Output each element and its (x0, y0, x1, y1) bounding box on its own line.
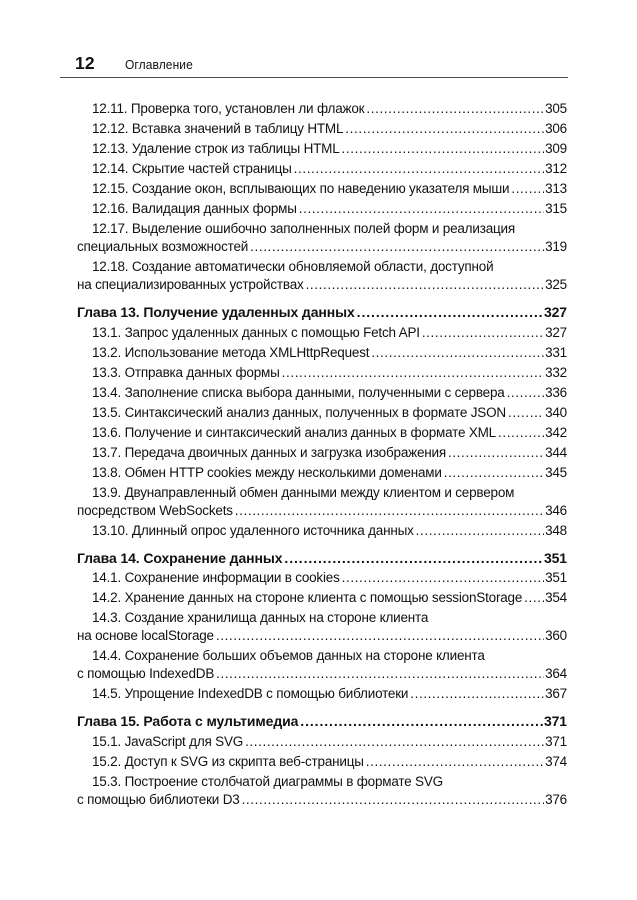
toc-entry-page: 345 (545, 464, 567, 480)
page-header (75, 53, 568, 74)
toc-entry-page: 305 (545, 101, 567, 116)
dot-leader (366, 100, 544, 118)
toc-chapter (77, 303, 567, 321)
toc-entry-title-continued: специальных возможностей (77, 239, 249, 254)
toc-entry (77, 569, 567, 587)
toc-entry-title: 13.4. Заполнение списка выбора данными, полученными с сервера (92, 384, 505, 400)
dot-leader (300, 712, 543, 730)
toc-entry (77, 160, 567, 178)
toc-entry-title: 13.3. Отправка данных формы (92, 364, 280, 380)
toc-entry (77, 200, 567, 218)
toc-entry-title: 14.5. Упрощение IndexedDB с помощью библиотеки (92, 686, 409, 701)
toc-entry (77, 773, 567, 809)
toc-entry (77, 609, 567, 645)
dot-leader (216, 627, 544, 645)
toc-entry-page: 315 (545, 201, 567, 216)
dot-leader (498, 424, 544, 442)
toc-entry-page: 376 (545, 791, 567, 807)
dot-leader (507, 384, 545, 402)
toc-entry-title: 13.2. Использование метода XMLHttpRequest (92, 344, 370, 360)
dot-leader (422, 324, 544, 342)
toc-chapter-label: Глава 13. Получение удаленных данных (77, 304, 355, 320)
dot-leader (245, 733, 544, 751)
toc-chapter (77, 549, 567, 567)
toc-entry-title-continued: с помощью библиотеки D3 (77, 791, 240, 807)
toc-entry-title: 14.1. Сохранение информации в cookies (92, 570, 340, 585)
toc-entry-page: 360 (545, 628, 567, 643)
toc-entry-title: 15.1. JavaScript для SVG (92, 733, 244, 749)
toc-entry-page: 325 (545, 277, 567, 292)
table-of-contents (77, 100, 567, 811)
toc-section (77, 100, 567, 294)
dot-leader (448, 444, 544, 462)
toc-entry (77, 100, 567, 118)
page-number: 12 (75, 53, 95, 73)
toc-entry-page: 371 (545, 733, 567, 749)
toc-entry-page: 336 (545, 384, 567, 400)
toc-entry-page: 309 (545, 141, 567, 156)
dot-leader (250, 238, 544, 256)
toc-entry (77, 444, 567, 462)
header-rule (60, 77, 568, 78)
dot-leader (282, 364, 544, 382)
toc-entry-title: 12.11. Проверка того, установлен ли флажок (92, 101, 365, 116)
dot-leader (306, 276, 544, 294)
toc-entry (77, 733, 567, 751)
toc-entry-page: 374 (545, 753, 567, 769)
toc-section (77, 549, 567, 704)
toc-entry-page: 346 (545, 502, 567, 518)
dot-leader (235, 502, 544, 520)
toc-entry-title: 13.6. Получение и синтаксический анализ данных в формате XML (92, 424, 496, 440)
dot-leader (284, 549, 543, 567)
toc-section (77, 303, 567, 540)
toc-chapter (77, 712, 567, 730)
toc-entry (77, 120, 567, 138)
toc-chapter-page: 371 (543, 713, 567, 729)
toc-entry-page: 367 (545, 686, 567, 701)
toc-entry-title: 13.7. Передача двоичных данных и загрузка изображения (92, 444, 446, 460)
toc-section (77, 712, 567, 809)
toc-entry (77, 589, 567, 607)
toc-entry-title: 12.16. Валидация данных формы (92, 201, 297, 216)
toc-entry-title-continued: на основе localStorage (77, 628, 214, 643)
toc-entry (77, 647, 567, 683)
dot-leader (342, 569, 544, 587)
dot-leader (242, 791, 545, 809)
toc-entry-title: 12.12. Вставка значений в таблицу HTML (92, 121, 344, 136)
toc-entry (77, 344, 567, 362)
dot-leader (524, 589, 544, 607)
dot-leader (342, 140, 545, 158)
dot-leader (216, 665, 544, 683)
toc-entry-title: 15.2. Доступ к SVG из скрипта веб-страницы (92, 753, 364, 769)
dot-leader (511, 180, 544, 198)
toc-entry-page: 312 (545, 161, 567, 176)
toc-entry-title: 14.3. Создание хранилища данных на стороне клиента (92, 610, 429, 625)
toc-chapter-label: Глава 14. Сохранение данных (77, 549, 283, 566)
toc-entry-page: 342 (545, 424, 567, 440)
toc-entry-title: 13.10. Длинный опрос удаленного источника данных (92, 522, 414, 538)
toc-entry-page: 313 (545, 181, 567, 196)
toc-entry-title-continued: посредством WebSockets (77, 502, 233, 518)
toc-entry-title: 12.14. Скрытие частей страницы (92, 161, 292, 176)
toc-entry-title: 14.4. Сохранение больших объемов данных на стороне клиента (92, 648, 485, 663)
dot-leader (371, 344, 544, 362)
toc-entry (77, 404, 567, 422)
toc-entry-title: 15.3. Построение столбчатой диаграммы в формате SVG (92, 773, 443, 789)
toc-entry-title: 12.15. Создание окон, всплывающих по наведению указателя мыши (92, 181, 510, 196)
toc-entry-page: 327 (545, 324, 567, 340)
toc-entry (77, 685, 567, 703)
toc-entry (77, 384, 567, 402)
toc-entry (77, 220, 567, 256)
toc-entry-title-continued: с помощью IndexedDB (77, 666, 215, 681)
toc-entry-page: 332 (545, 364, 567, 380)
toc-chapter-page: 351 (543, 549, 567, 566)
toc-entry (77, 258, 567, 294)
toc-entry (77, 484, 567, 520)
dot-leader (345, 120, 544, 138)
toc-entry (77, 522, 567, 540)
toc-entry-page: 340 (545, 404, 567, 420)
dot-leader (508, 404, 544, 422)
toc-entry-page: 364 (545, 666, 567, 681)
toc-entry-title: 12.18. Создание автоматически обновляемой области, доступной (92, 259, 494, 274)
toc-entry-title: 12.13. Удаление строк из таблицы HTML (92, 141, 340, 156)
toc-chapter-label: Глава 15. Работа с мультимедиа (77, 713, 299, 729)
toc-chapter-page: 327 (543, 304, 567, 320)
toc-entry-title: 12.17. Выделение ошибочно заполненных полей форм и реализация (92, 221, 515, 236)
running-title: Оглавление (124, 58, 193, 72)
toc-entry-title-continued: на специализированных устройствах (77, 277, 304, 292)
toc-entry-page: 344 (545, 444, 567, 460)
toc-entry (77, 753, 567, 771)
toc-entry-title: 13.9. Двунаправленный обмен данными между клиентом и сервером (92, 484, 515, 500)
toc-entry-title: 13.8. Обмен HTTP cookies между несколькими доменами (92, 464, 442, 480)
toc-entry-title: 13.5. Синтаксический анализ данных, полученных в формате JSON (92, 404, 506, 420)
toc-entry-page: 319 (545, 239, 567, 254)
dot-leader (299, 200, 544, 218)
dot-leader (294, 160, 544, 178)
toc-entry (77, 424, 567, 442)
toc-entry-page: 354 (545, 590, 567, 605)
dot-leader (416, 522, 544, 540)
toc-entry-page: 331 (545, 344, 567, 360)
toc-entry (77, 464, 567, 482)
toc-entry-page: 348 (545, 522, 567, 538)
toc-entry (77, 364, 567, 382)
dot-leader (410, 685, 544, 703)
toc-entry-title: 13.1. Запрос удаленных данных с помощью Fetch API (92, 324, 420, 340)
toc-entry-title: 14.2. Хранение данных на стороне клиента с помощью sessionStorage (92, 590, 523, 605)
dot-leader (444, 464, 544, 482)
toc-entry-page: 306 (545, 121, 567, 136)
dot-leader (366, 753, 544, 771)
dot-leader (357, 303, 543, 321)
toc-entry-page: 351 (545, 570, 567, 585)
toc-entry (77, 324, 567, 342)
toc-entry (77, 140, 567, 158)
toc-entry (77, 180, 567, 198)
